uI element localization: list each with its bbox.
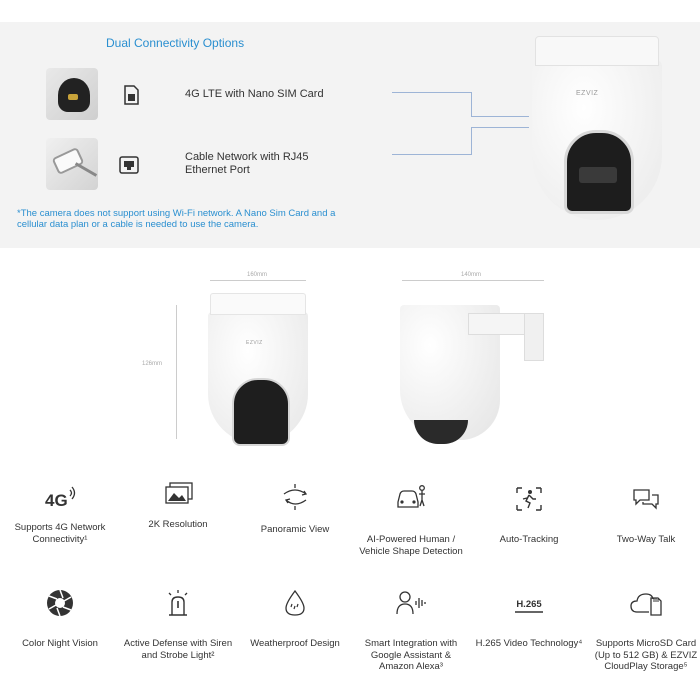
- chat-bubbles-icon: [629, 484, 663, 514]
- h265-badge-icon: [512, 588, 546, 618]
- image-gallery-icon: [161, 480, 195, 510]
- feature-label: Supports MicroSD Card (Up to 512 GB) & EZVIZ CloudPlay Storage⁵: [594, 638, 698, 672]
- dimension-line: [210, 280, 306, 281]
- h265-badge-text: H.265: [516, 599, 542, 610]
- auto-tracking-icon: [512, 484, 546, 514]
- feature-night-vision: [2, 588, 118, 649]
- feature-panoramic: [237, 482, 353, 535]
- ethernet-cable-photo: [46, 138, 98, 190]
- feature-label: AI-Powered Human / Vehicle Shape Detection: [359, 534, 463, 557]
- feature-storage: [588, 588, 700, 672]
- dimension-width: 160mm: [247, 272, 268, 278]
- feature-label: Smart Integration with Google Assistant & Amazon Alexa³: [364, 638, 458, 672]
- camera-front-mount: [210, 293, 306, 315]
- feature-two-way-talk: [588, 484, 700, 545]
- voice-assistant-icon: [394, 588, 428, 618]
- cloud-sd-card-icon: [629, 588, 663, 618]
- 4g-signal-icon: [43, 482, 77, 512]
- brand-logo: EZVIZ: [576, 90, 599, 97]
- dimension-line: [176, 305, 177, 439]
- panoramic-rotate-icon: [278, 482, 312, 512]
- dimension-depth: 140mm: [461, 272, 482, 278]
- feature-active-defense: [120, 588, 236, 661]
- connector-line: [471, 92, 472, 117]
- feature-smart-integration: [353, 588, 469, 672]
- camera-mount: [535, 36, 659, 66]
- aperture-icon: [43, 588, 77, 618]
- feature-label: Active Defense with Siren and Strobe Light²: [123, 638, 233, 661]
- connector-line: [392, 154, 472, 155]
- feature-label: Auto-Tracking: [499, 534, 559, 545]
- dimension-height: 126mm: [142, 361, 163, 367]
- feature-ai-detection: [353, 482, 469, 557]
- brand-logo: EZVIZ: [246, 340, 263, 346]
- feature-label: Weatherproof Design: [250, 638, 340, 649]
- feature-2k: [120, 480, 236, 530]
- siren-icon: [161, 588, 195, 618]
- camera-side-lens: [414, 420, 468, 444]
- camera-lens: [564, 130, 634, 214]
- feature-auto-tracking: [471, 484, 587, 545]
- option-ethernet-label: Cable Network with RJ45 Ethernet Port: [185, 151, 309, 176]
- connector-line: [471, 127, 472, 155]
- feature-h265: [471, 588, 587, 649]
- option-4g-label: 4G LTE with Nano SIM Card: [185, 88, 324, 100]
- feature-label: Two-Way Talk: [616, 534, 676, 545]
- feature-label: H.265 Video Technology⁴: [475, 638, 583, 649]
- svg-text:4G: 4G: [45, 491, 68, 510]
- camera-side-arm: [524, 313, 544, 361]
- feature-weatherproof: [237, 588, 353, 649]
- sim-slot-photo: [46, 68, 98, 120]
- connector-line: [471, 127, 529, 128]
- feature-label: Panoramic View: [260, 524, 330, 535]
- connectivity-title: Dual Connectivity Options: [106, 36, 245, 50]
- sim-card-icon: [120, 84, 142, 106]
- connectivity-note: *The camera does not support using Wi-Fi network. A Nano Sim Card and a cellular data plan or a cable is needed to use the camera.: [17, 208, 336, 230]
- feature-4g: [2, 482, 118, 545]
- feature-label: Supports 4G Network Connectivity¹: [14, 522, 106, 545]
- camera-front-lens: [232, 378, 290, 446]
- feature-label: Color Night Vision: [22, 638, 98, 649]
- dimension-line: [402, 280, 544, 281]
- connector-line: [392, 92, 472, 93]
- ethernet-port-icon: [118, 154, 140, 176]
- water-drop-icon: [278, 588, 312, 618]
- feature-label: 2K Resolution: [148, 519, 208, 530]
- human-vehicle-icon: [394, 482, 428, 512]
- connector-line: [471, 116, 529, 117]
